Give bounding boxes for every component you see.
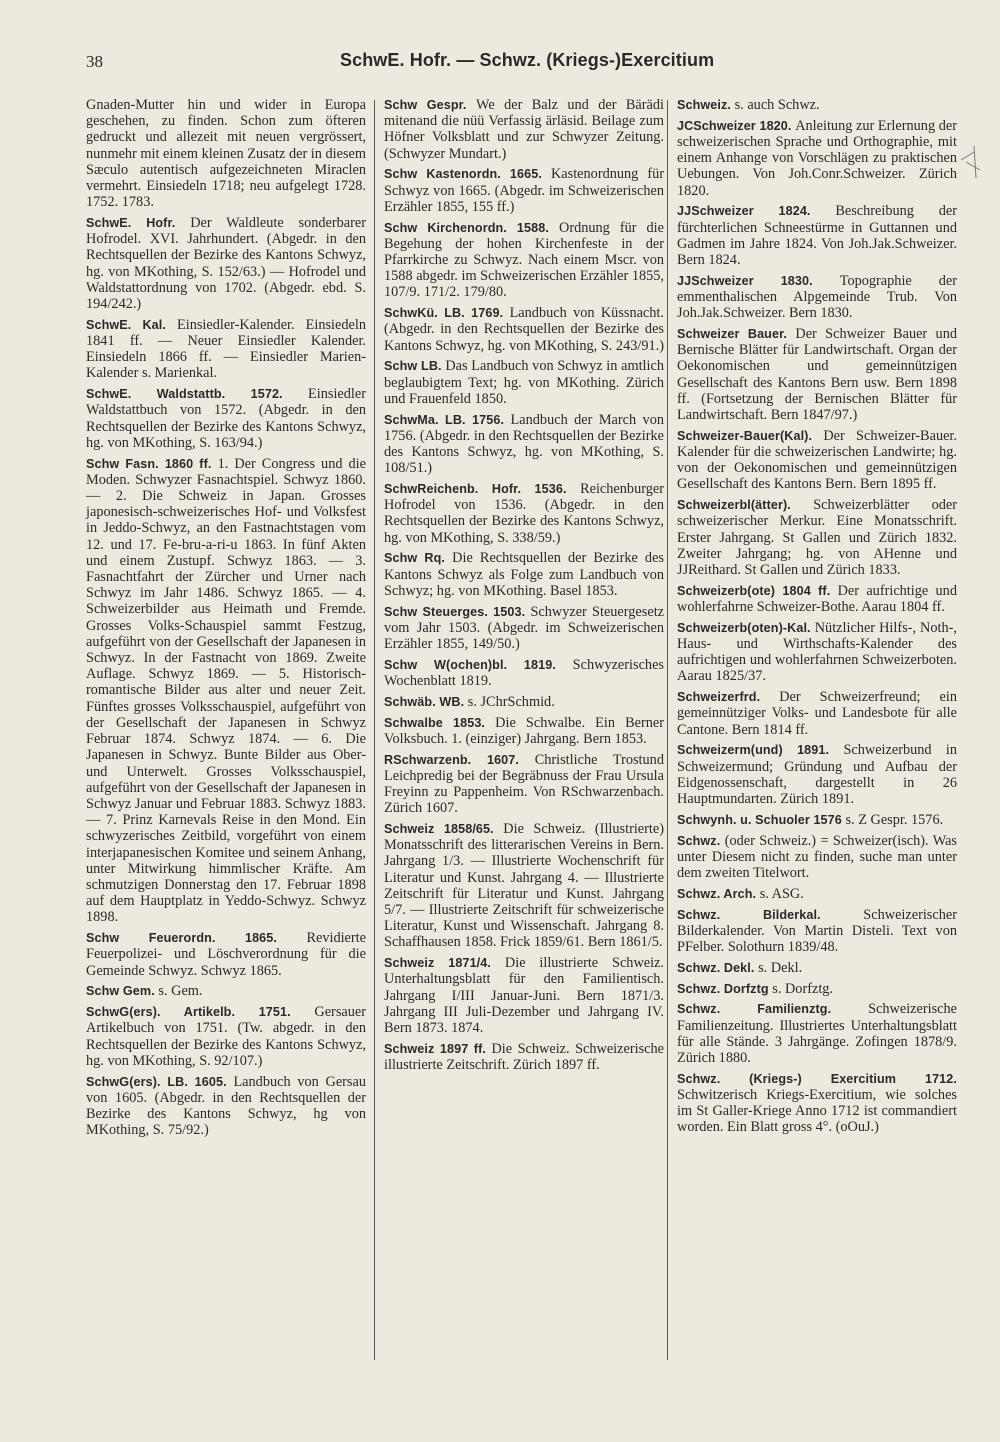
entry-text: Schweizerische Familienzeitung. Illustriertes Unterhaltungsblatt für alle Stände. 3 Jahrgänge. Zofingen 1878/9. Zürich 1880. [677,1001,957,1067]
entry-text: Das Landbuch von Schwyz in amtlich beglaubigtem Text; hg. von MKothing. Zürich und Frauenfeld 1850. [384,358,664,407]
entry-text: Anleitung zur Erlernung der schweizerischen Sprache und Orthographie, mit einem Anhange von Vorschlägen zu praktischen Uebungen. Von Joh.Conr.Schweizer. Zürich 1820. [677,117,957,199]
entry-keyword: Schwynh. u. Schuoler 1576 [677,812,842,827]
entry-keyword: SchwE. Waldstattb. 1572. [86,387,283,402]
entry-text: Schwyzer Steuergesetz vom Jahr 1503. (Abgedr. im Schweizerischen Erzähler 1855, 149/50.) [384,603,665,653]
entry-text: Der Schweizerfreund; ein gemeinnütziger Volks- und Landesbote für alle Cantone. Bern 1814 ff. [677,689,957,738]
entry-text: Schwitzerisch Kriegs-Exercitium, wie solches im St Galler-Kriege Anno 1712 ist commandiert worden. Ein Blatt gross 4°. (oOuJ.) [677,1087,957,1136]
entry-keyword: SchwG(ers). Artikelb. 1751. [86,1005,291,1020]
entry-text: Landbuch von Gersau von 1605. (Abgedr. in den Rechtsquellen der Bezirke des Kantons Schwyz, hg von MKothing, S. 75/92.) [86,1073,366,1139]
entry-text: Schweizerblätter oder schweizerischer Merkur. Eine Monatsschrift. Erster Jahrgang. St Gallen und Zürich 1832. Zweiter Jahrgang; hg. von AHenne und JJReithard. St Gallen und Zürich 1833. [677,497,957,579]
entry-keyword: Schwäb. WB. [384,694,465,709]
page-header [0,50,1000,80]
dictionary-entry [384,412,664,477]
entry-text: Revidierte Feuerpolizei- und Löschverordnung für die Gemeinde Schwyz. Schwyz 1865. [86,930,366,979]
dictionary-entry [677,812,957,828]
dictionary-entry [384,220,664,301]
column-divider [667,100,668,1360]
running-title: SchwE. Hofr. — Schwz. (Kriegs-)Exercitium [340,50,715,70]
entry-text: s. Gem. [158,983,203,1000]
dictionary-entry [384,1041,664,1073]
entry-keyword: JJSchweizer 1824. [677,204,811,219]
entry-text: Die Schwalbe. Ein Berner Volksbuch. 1. (einziger) Jahrgang. Bern 1853. [384,714,664,747]
entry-text: s. Dorfztg. [772,980,834,997]
column-3 [677,97,957,1140]
entry-text: Nützlicher Hilfs-, Noth-, Haus- und Wirthschafts-Kalender des aufrichtigen und wohlerfahrnen Schweizerboten. Aarau 1825/37. [677,619,957,685]
entry-text: Gnaden-Mutter hin und wider in Europa geschehen, zu finden. Schon zum öfteren gedruckt und allezeit mit neuen vergrössert, nunmehr mit einem kleinen Zusatz der in diesem Sæculo autentisch aufgezeichneten Miraclen vermehrt. Einsiedeln 1718; neu aufgelegt 1728. 1752. 1783. [86,97,366,211]
entry-keyword: Schw W(ochen)bl. 1819. [384,657,556,672]
entry-keyword: Schwz. [677,833,721,848]
entry-keyword: JJSchweizer 1830. [677,273,813,288]
entry-text: s. Dekl. [758,959,803,976]
entry-keyword: Schweiz 1871/4. [384,956,491,971]
page-number: 38 [86,52,103,71]
dictionary-entry [677,833,957,882]
entry-text: s. JChrSchmid. [467,693,555,710]
entry-text: Der aufrichtige und wohlerfahrne Schweizer-Bothe. Aarau 1804 ff. [677,582,957,616]
dictionary-entry [384,481,664,546]
entry-keyword: Schweizer-Bauer(Kal). [677,428,813,443]
dictionary-entry [677,118,957,199]
entry-keyword: Schwz. Arch. [677,886,757,901]
entry-keyword: Schw Fasn. 1860 ff. [86,456,212,471]
dictionary-entry [677,1001,957,1066]
dictionary-entry [677,960,957,976]
entry-keyword: Schw Gespr. [384,98,467,112]
entry-keyword: Schwalbe 1853. [384,715,486,730]
dictionary-entry [677,689,957,738]
entry-keyword: Schwz. Bilderkal. [677,907,821,922]
entry-text: Reichenburger Hofrodel von 1536. (Abgedr. in den Rechtsquellen der Bezirke des Kantons Schwyz, hg. von MKothing, S. 338/59.) [384,481,664,546]
entry-text: Die Schweiz. Schweizerische illustrierte Zeitschrift. Zürich 1897 ff. [384,1040,664,1074]
column-divider [374,100,375,1360]
entry-keyword: RSchwarzenb. 1607. [384,752,519,767]
entry-keyword: Schwz. (Kriegs-) Exercitium 1712. [677,1071,957,1086]
entry-text: Schweizerischer Bilderkalender. Von Martin Disteli. Text von PFelber. Solothurn 1839/48. [677,906,957,956]
entry-text: Christliche Trostund Leichpredig bei der Begräbnuss der Frau Ursula Freyinn zu Pappenheim. Von RSchwarzenbach. Zürich 1607. [384,751,664,817]
dictionary-entry [677,428,957,493]
entry-text: Topographie der emmenthalischen Alpgemeinde Trub. Von Joh.Jak.Schweizer. Bern 1830. [677,272,957,322]
dictionary-entry [677,981,957,997]
entry-keyword: Schwz. Familienztg. [677,1002,832,1017]
entry-keyword: SchwReichenb. Hofr. 1536. [384,482,567,497]
entry-text: Einsiedler-Kalender. Einsiedeln 1841 ff. — Neuer Einsiedler Kalender. Einsiedeln 1866 ff. — Einsiedler Marien-Kalender s. Marienkal. [86,316,366,382]
dictionary-entry [677,97,957,113]
entry-keyword: SchwE. Kal. [86,317,166,332]
dictionary-entry [384,752,664,817]
entry-text: Der Waldleute sonderbarer Hofrodel. XVI. Jahrhundert. (Abgedr. in den Rechtsquellen der Bezirke des Kantons Schwyz, hg. von MKothing, S. 152/63.) — Hofrodel und Waldstattordnung von 1702. (Abgedr. ebd. S. 194/242.) [86,215,366,313]
entry-keyword: Schweizerb(ote) 1804 ff. [677,583,831,598]
dictionary-entry [86,1004,366,1069]
entry-text: Die illustrierte Schweiz. Unterhaltungsblatt für den Familientisch. Jahrgang I/III Januar-Juni. Bern 1871/3. Jahrgang III Juli-Dezember und Jahrgang IV. Bern 1873. 1874. [384,955,665,1037]
margin-pencil-mark [958,140,988,180]
dictionary-entry [86,215,366,312]
dictionary-entry [384,358,664,407]
entry-keyword: Schweiz 1897 ff. [384,1041,486,1056]
dictionary-entry [384,305,664,354]
entry-keyword: SchwKü. LB. 1769. [384,306,504,321]
entry-text: Der Schweizer Bauer und Bernische Blätter für Landwirtschaft. Organ der Oekonomischen und gemeinnützigen Gesellschaft des Kantons Bern usw. Bern 1898 ff. (Fortsetzung der Bernischen Blätter für Landwirtschaft. Bern 1847/97.) [677,326,957,424]
dictionary-entry [86,456,366,926]
entry-keyword: SchwMa. LB. 1756. [384,412,505,427]
entry-keyword: Schweizerbl(ätter). [677,498,791,513]
entry-text: (oder Schweiz.) = Schweizer(isch). Was unter Diesem nicht zu finden, suche man unter dem zweiten Titelwort. [677,832,957,882]
dictionary-entry [384,694,664,710]
entry-keyword: Schw Feuerordn. 1865. [86,931,277,946]
entry-keyword: JCSchweizer 1820. [677,118,792,133]
dictionary-entry [86,386,366,451]
entry-keyword: Schweiz 1858/65. [384,822,494,837]
entry-text: 1. Der Congress und die Moden. Schwyzer Fasnachtspiel. Schwyz 1860. — 2. Die Schweiz in Japan. Grosses japonesisch-schweizerisches Hof- und Volksfest in Jeddo-Schwyz, an den Fastnachtstagen vom 12. und 17. Fe-bru-a-ri-u 1863. In fünf Akten und einem Zustupf. Schwyz 1863. — 3. Fasnachtfahrt der Zürcher und Urner nach Schwyz im Jahr 1486. Schwyz 1865. — 4. Schweizerbilder aus Heimath und Fremde. Grosses Volks-Schauspiel sammt Festzug, aufgeführt von der Gesellschaft der Japanesen in Schwyz. In der Fastnacht von 1869. Zweite Auflage. Schwyz 1869. — 5. Historisch-romantische Bilder aus alter und neuer Zeit. Fünftes grosses Volksschauspiel, aufgeführt von der Gesellschaft der Japanesen in Schwyz Februar 1874. Schwyz 1874. — 6. Die Japanesen in Schwyz. Bunte Bilder aus Ober- und Unterwelt. Grosses Volksschauspiel, aufgeführt von der Gesellschaft der Japanesen in Schwyz Januar und Februar 1883. Schwyz 1883. — 7. Prinz Karnevals Reise in den Mond. Ein schwyzerisches Zeitbild, vorgeführt von einem interjapanesischen Komitee und seinem Anhang, unter Mitwirkung himmlischer Kräfte. Am schmutzigen Donnerstag den 17. Februar 1898 auf dem Hauptplatz in Yeddo-Schwyz. Schwyz 1898. [86,455,366,926]
column-2 [384,97,664,1078]
dictionary-entry [677,1071,957,1136]
entry-text: s. Z Gespr. 1576. [845,811,944,828]
entry-text: s. auch Schwz. [734,97,820,113]
dictionary-entry [384,821,664,951]
entry-keyword: Schw Kastenordn. 1665. [384,167,542,182]
entry-keyword: Schw Kirchenordn. 1588. [384,220,549,235]
dictionary-entry [677,326,957,423]
dictionary-entry [86,97,366,210]
dictionary-entry [384,715,664,747]
dictionary-entry [677,742,957,807]
entry-keyword: SchwE. Hofr. [86,216,176,231]
entry-keyword: Schwz. Dekl. [677,960,755,975]
dictionary-entry [677,203,957,268]
dictionary-entry [86,1074,366,1139]
dictionary-entry [86,983,366,999]
dictionary-entry [677,497,957,578]
entry-keyword: Schw Gem. [86,984,155,999]
entry-text: Ordnung für die Begehung der hohen Kirchenfeste in der Pfarrkirche zu Schwyz. Nach einem Mscr. von 1588 abgedr. im Schweizerischen Erzähler 1855, 107/9. 171/2. 179/80. [384,219,664,301]
entry-text: Landbuch von Küssnacht. (Abgedr. in den Rechtsquellen der Bezirke des Kantons Schwyz, hg. von MKothing, S. 243/91.) [384,305,664,354]
entry-text: Einsiedler Waldstattbuch von 1572. (Abgedr. in den Rechtsquellen der Bezirke des Kantons Schwyz, hg. von MKothing, S. 163/94.) [86,386,366,451]
entry-text: Gersauer Artikelbuch von 1751. (Tw. abgedr. in den Rechtsquellen der Bezirke des Kantons Schwyz, hg. von MKothing, S. 92/107.) [86,1004,366,1069]
dictionary-entry [384,657,664,689]
dictionary-entry [86,930,366,979]
dictionary-entry [677,583,957,615]
entry-keyword: Schweiz. [677,98,731,112]
entry-keyword: SchwG(ers). LB. 1605. [86,1074,227,1089]
entry-text: Die Rechtsquellen der Bezirke des Kantons Schwyz als Folge zum Landbuch von Schwyz; hg. von MKothing. Basel 1853. [384,550,664,599]
dictionary-entry [677,907,957,956]
entry-text: Schweizerbund in Schweizermund; Gründung und Aufbau der Eidgenossenschaft, dargestellt in 26 Hauptmundarten. Zürich 1891. [677,742,957,808]
entry-keyword: Schweizerb(oten)-Kal. [677,620,811,635]
dictionary-entry [86,317,366,382]
entry-keyword: Schweizerm(und) 1891. [677,743,830,758]
dictionary-entry [384,604,664,653]
entry-keyword: Schwz. Dorfztg [677,981,769,996]
entry-text: Die Schweiz. (Illustrierte) Monatsschrift des litterarischen Vereins in Bern. Jahrgang 1/3. — Illustrierte Wochenschrift für Literatur und Kunst. Jahrgang 4. — Illustrierte Zeitschrift für Literatur und Kunst. Jahrgang 5/7. — Illustrierte Zeitschrift für schweizerische Literatur, Kunst und Wissenschaft. Jahrgang 8. Schaffhausen 1858. Frick 1859/61. Bern 1861/5. [384,821,664,951]
dictionary-entry [384,550,664,599]
dictionary-entry [677,886,957,902]
dictionary-entry [677,273,957,322]
entry-text: Beschreibung der fürchterlichen Schneestürme in Guttannen und Gadmen im Jahre 1824. Von Joh.Jak.Schweizer. Bern 1824. [677,203,957,269]
entry-text: Kastenordnung für Schwyz von 1665. (Abgedr. im Schweizerischen Erzähler 1855, 155 ff.) [384,166,664,215]
column-1 [86,97,366,1143]
entry-keyword: Schweizerfrd. [677,690,761,705]
entry-text: Landbuch der March von 1756. (Abgedr. in den Rechtsquellen der Bezirke des Kantons Schwyz, hg. von MKothing, S. 108/51.) [384,411,664,477]
dictionary-entry [677,620,957,685]
entry-text: s. ASG. [759,885,804,902]
entry-keyword: Schw LB. [384,359,442,374]
dictionary-entry [384,97,664,162]
entry-keyword: Schw Rq. [384,551,446,566]
dictionary-entry [384,955,664,1036]
entry-text: We der Balz und der Bärädi mitenand die nüü Verfassig ärläsid. Beilage zum Höfner Volksblatt und zur Schwyzer Zeitung. (Schwyzer Mundart.) [384,97,664,162]
entry-text: Der Schweizer-Bauer. Kalender für die schweizerischen Landwirte; hg. von der Oekonomischen und gemeinnützigen Gesellschaft des Kantons Bern. Bern 1895 ff. [677,427,957,493]
dictionary-entry [384,166,664,215]
entry-keyword: Schweizer Bauer. [677,327,787,342]
entry-text: Schwyzerisches Wochenblatt 1819. [384,656,664,690]
entry-keyword: Schw Steuerges. 1503. [384,604,526,619]
